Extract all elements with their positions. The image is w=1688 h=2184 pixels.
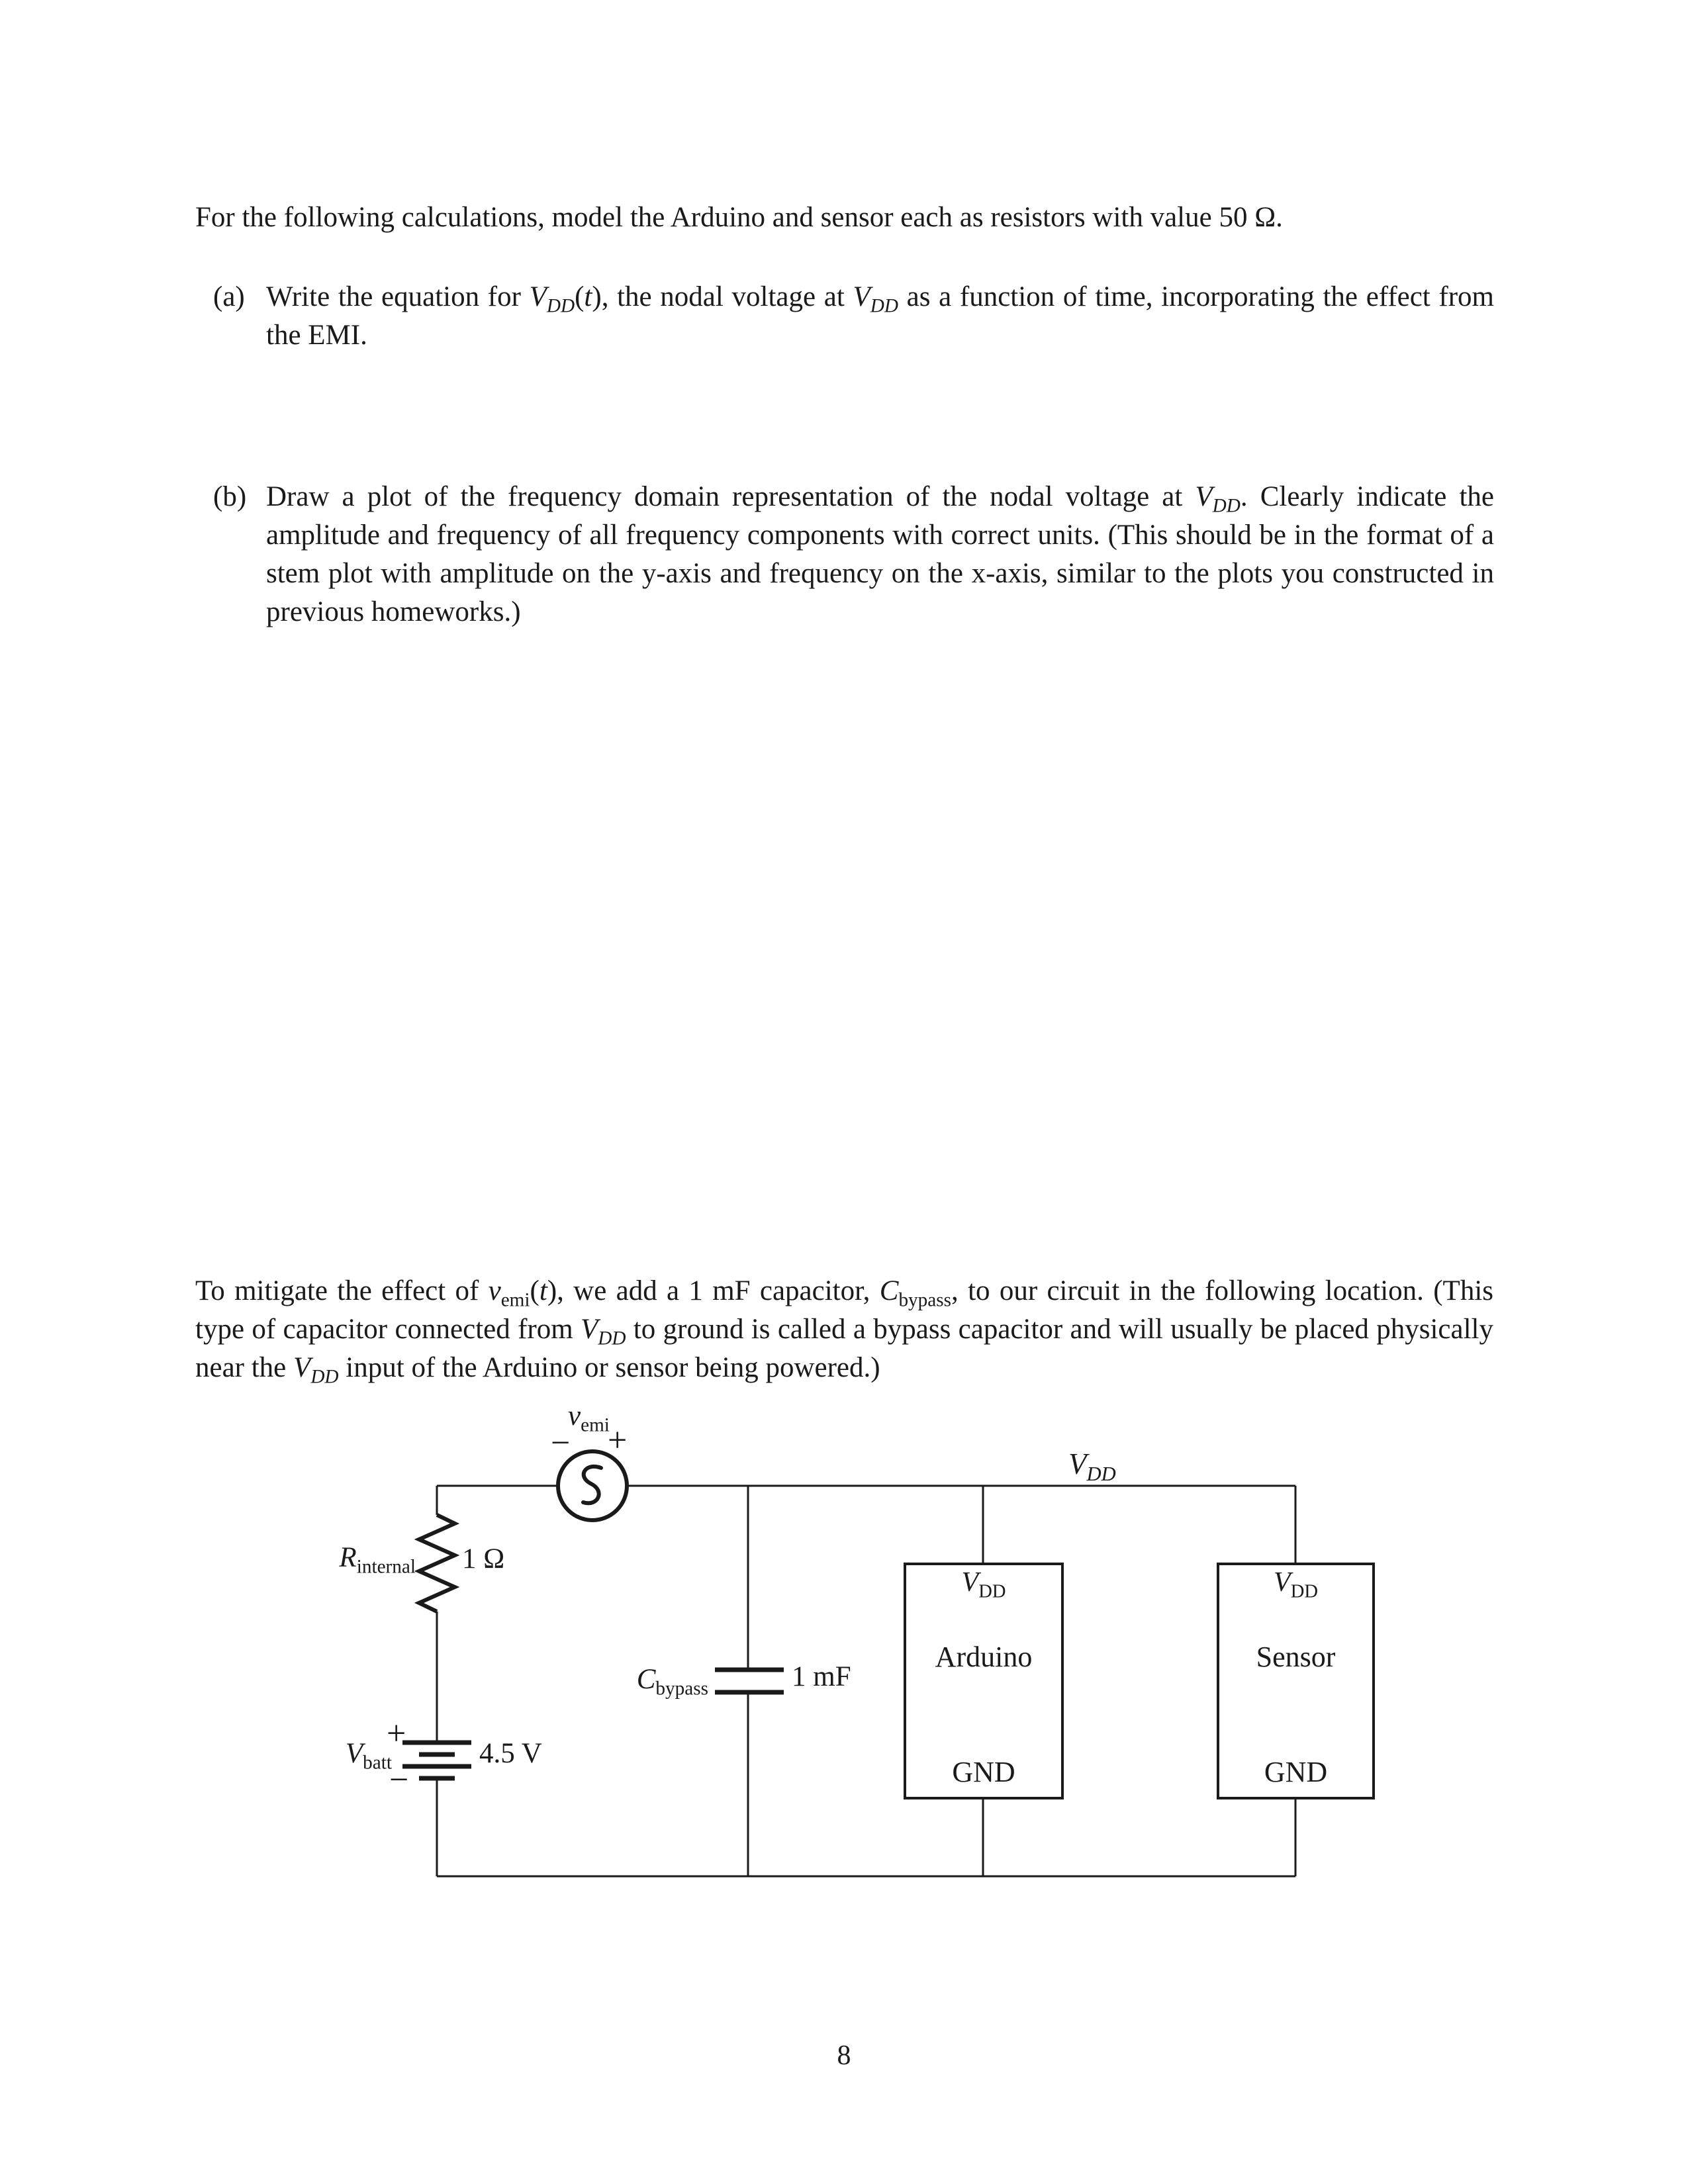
- sensor-name-label: Sensor: [1256, 1641, 1336, 1673]
- battery-plus-sign: +: [387, 1715, 406, 1752]
- item-b-body: Draw a plot of the frequency domain representation of the nodal voltage at $V_{DD}$. Clearly indicate the amplitude and frequency of all frequency components with correct units. (This should be in the format of a stem plot with amplitude on the y-axis and frequency on the x-axis, similar to the plots you constructed in previous homeworks.): [266, 481, 1494, 627]
- sensor-vdd-pin-label: $V_{DD}$: [1274, 1567, 1318, 1602]
- battery-value-label: 4.5 V: [479, 1738, 542, 1769]
- page-number: 8: [837, 2040, 851, 2071]
- item-a-body: Write the equation for $V_{DD}(t)$, the nodal voltage at $V_{DD}$ as a function of time, incorporating the effect from the EMI.: [266, 281, 1495, 351]
- battery-minus-sign: −: [389, 1761, 409, 1799]
- resistor-zigzag: [419, 1515, 455, 1612]
- emi-minus-sign: −: [551, 1424, 571, 1462]
- capacitor-value-label: 1 mF: [792, 1661, 851, 1692]
- capacitor-name-label: $C_{bypass}$: [636, 1664, 708, 1700]
- sensor-gnd-pin-label: GND: [1264, 1756, 1328, 1788]
- arduino-gnd-pin-label: GND: [952, 1756, 1015, 1788]
- resistor-name-label: $R_{internal}$: [339, 1542, 416, 1578]
- intro-paragraph: For the following calculations, model the Arduino and sensor each as resistors with value 50 Ω.: [195, 202, 1283, 233]
- emi-plus-sign: +: [608, 1422, 628, 1459]
- emi-source-label: $v_{emi}$: [568, 1400, 610, 1436]
- arduino-name-label: Arduino: [935, 1641, 1033, 1673]
- mitigation-paragraph: To mitigate the effect of $v_{emi}(t)$, we add a 1 mF capacitor, $C_{bypass}$, to our circuit in the following location. (This type of capacitor connected from $V_{DD}$ to ground is called a bypass capacitor and will usually be placed physically near the $V_{DD}$ input of the Arduino or sensor being powered.): [195, 1275, 1493, 1388]
- vdd-node-label: $V_{DD}$: [1068, 1447, 1116, 1485]
- battery-name-label: $V_{batt}$: [345, 1738, 392, 1774]
- item-a-label: (a): [213, 281, 245, 312]
- resistor-value-label: 1 Ω: [462, 1543, 505, 1574]
- arduino-vdd-pin-label: $V_{DD}$: [961, 1567, 1006, 1602]
- item-b-label: (b): [213, 481, 247, 512]
